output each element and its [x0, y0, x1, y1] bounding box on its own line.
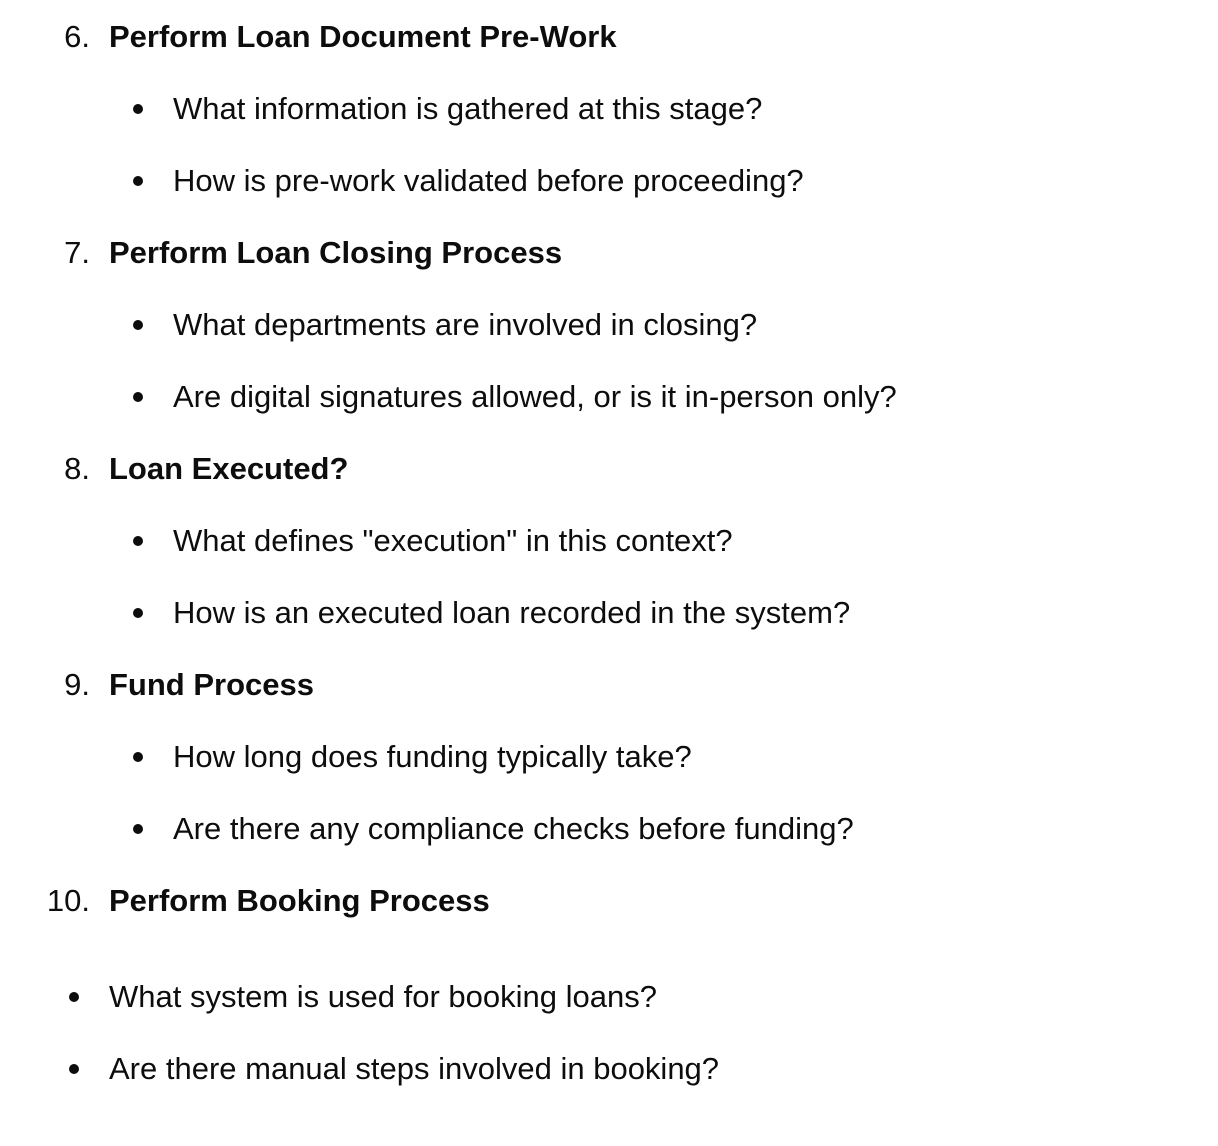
- bullet-icon: [133, 824, 143, 834]
- step-number: 7.: [64, 235, 90, 270]
- step-number: 10.: [46, 883, 90, 918]
- bullet-icon: [133, 392, 143, 402]
- question-text: Are there any compliance checks before funding?: [173, 811, 854, 846]
- question-text: Are there manual steps involved in booking?: [109, 1051, 720, 1086]
- bullet-icon: [133, 608, 143, 618]
- step-title: Perform Loan Closing Process: [109, 235, 563, 270]
- step-title: Perform Loan Document Pre-Work: [109, 19, 617, 54]
- bullet-icon: [133, 104, 143, 114]
- question-text: How is pre-work validated before proceeding?: [173, 163, 804, 198]
- bullet-icon: [133, 752, 143, 762]
- step-title: Perform Booking Process: [109, 883, 490, 918]
- step-number: 6.: [64, 19, 90, 54]
- question-text: How long does funding typically take?: [173, 739, 692, 774]
- question-text: What information is gathered at this stage?: [173, 91, 763, 126]
- bullet-icon: [133, 176, 143, 186]
- question-text: How is an executed loan recorded in the system?: [173, 595, 851, 630]
- question-text: What defines "execution" in this context?: [173, 523, 733, 558]
- question-text: What departments are involved in closing?: [173, 307, 758, 342]
- bullet-icon: [69, 992, 79, 1002]
- step-title: Fund Process: [109, 667, 314, 702]
- bullet-icon: [133, 320, 143, 330]
- bullet-icon: [133, 536, 143, 546]
- step-title: Loan Executed?: [109, 451, 349, 486]
- question-text: Are digital signatures allowed, or is it in-person only?: [173, 379, 897, 414]
- step-number: 9.: [64, 667, 90, 702]
- question-text: What system is used for booking loans?: [109, 979, 657, 1014]
- step-number: 8.: [64, 451, 90, 486]
- bullet-icon: [69, 1064, 79, 1074]
